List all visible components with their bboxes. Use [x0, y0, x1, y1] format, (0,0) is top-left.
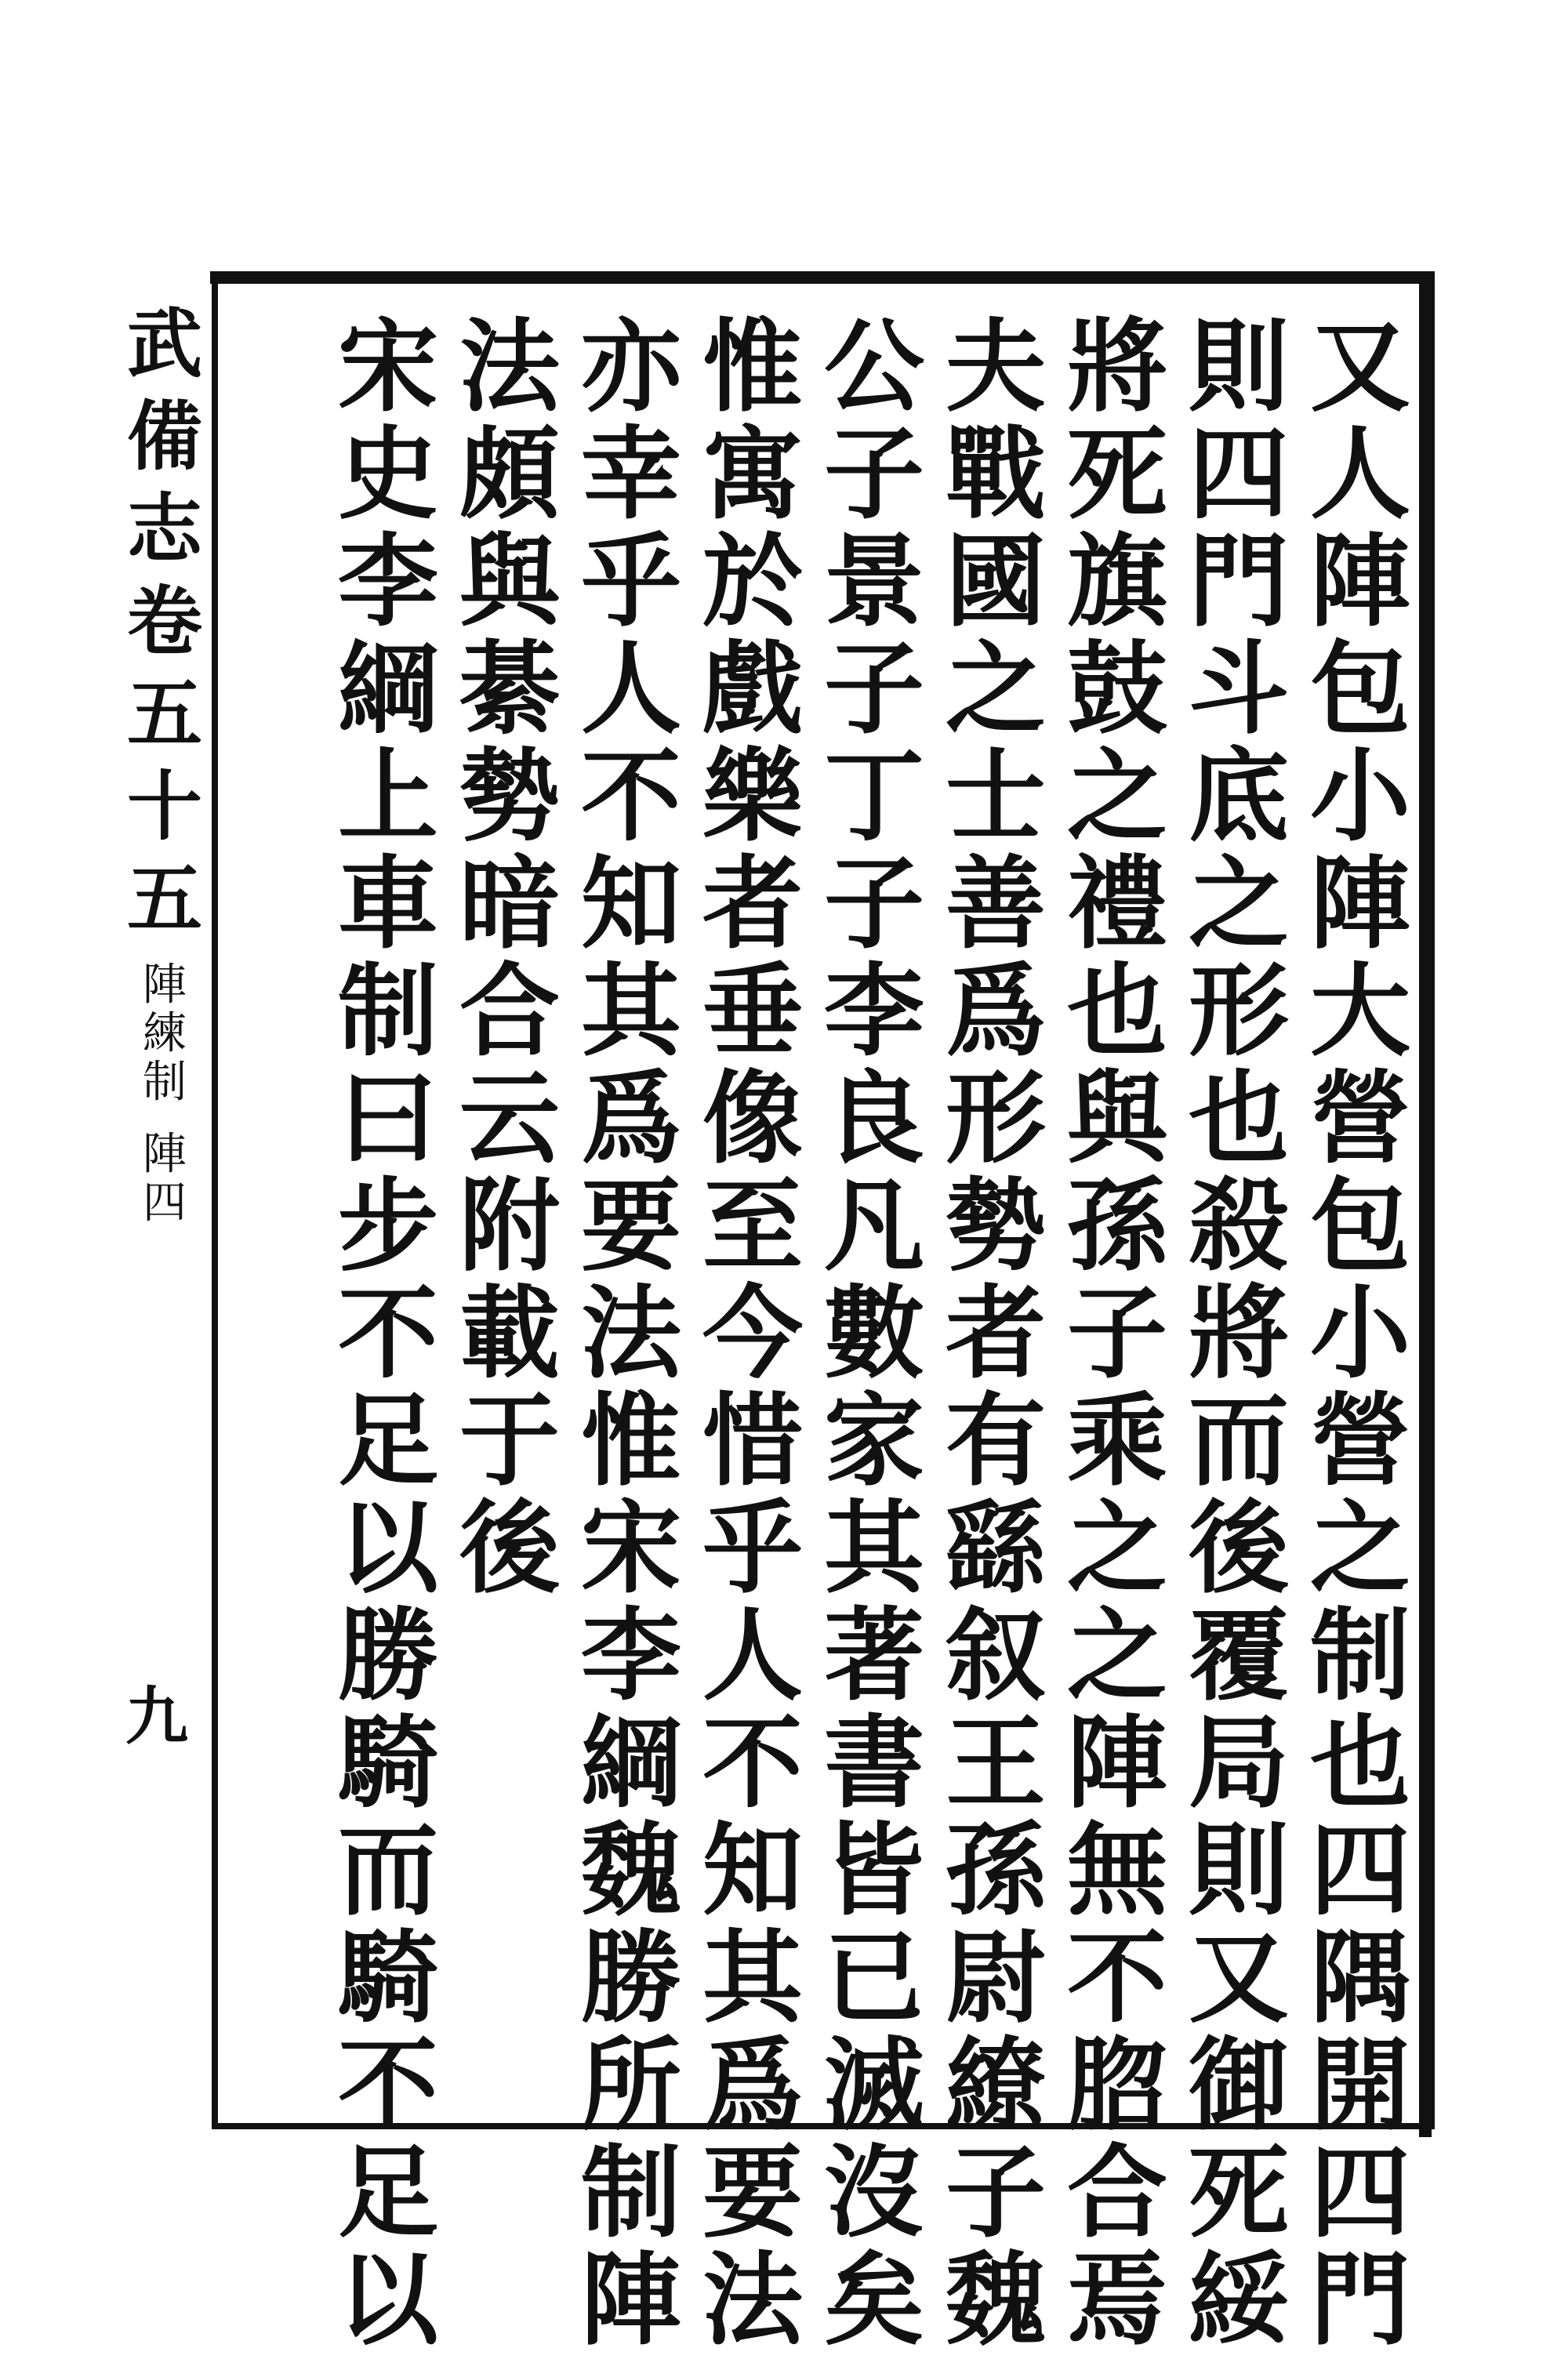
glyph: 子	[823, 416, 924, 533]
text-column-3	[1058, 308, 1176, 2359]
glyph: 陣	[143, 1129, 187, 1180]
glyph: 滅	[823, 2027, 924, 2144]
glyph: 之	[1066, 1490, 1167, 1607]
glyph: 合	[1066, 2134, 1167, 2252]
glyph: 五	[127, 670, 202, 758]
glyph: 將	[1188, 1275, 1289, 1392]
glyph: 勢	[459, 738, 560, 855]
book-title	[127, 298, 202, 945]
text-column-4	[937, 308, 1054, 2359]
glyph: 志	[127, 485, 202, 573]
glyph: 陣	[1309, 845, 1410, 963]
glyph: 沒	[823, 2134, 924, 2252]
glyph: 乎	[580, 523, 681, 641]
glyph: 則	[1188, 1812, 1289, 1929]
glyph: 李	[580, 1597, 681, 1715]
glyph: 以	[337, 2241, 438, 2359]
glyph: 乎	[702, 1490, 803, 1607]
subsection-title	[143, 1131, 187, 1228]
glyph: 門	[1309, 2241, 1410, 2359]
glyph: 爲	[945, 953, 1046, 1070]
glyph: 繚	[945, 2027, 1046, 2144]
glyph: 李	[337, 523, 438, 641]
glyph: 今	[702, 1275, 803, 1392]
glyph: 殺	[1188, 1167, 1289, 1285]
glyph: 宋	[580, 1490, 681, 1607]
glyph: 子	[823, 845, 924, 963]
glyph: 人	[1309, 416, 1410, 533]
glyph: 子	[945, 2134, 1046, 2252]
glyph: 死	[1066, 416, 1167, 533]
glyph: 惟	[702, 308, 803, 426]
glyph: 善	[945, 845, 1046, 963]
glyph: 載	[459, 1275, 560, 1392]
glyph: 其	[702, 1919, 803, 2037]
glyph: 爲	[702, 2027, 803, 2144]
glyph: 于	[459, 1382, 560, 1500]
margin-strip	[129, 298, 200, 1228]
glyph: 曰	[337, 1060, 438, 1178]
glyph: 惟	[580, 1382, 681, 1500]
glyph: 覆	[1188, 1597, 1289, 1715]
glyph: 死	[1188, 2134, 1289, 2252]
glyph: 騎	[337, 1919, 438, 2037]
glyph: 形	[1188, 953, 1289, 1070]
glyph: 上	[337, 738, 438, 855]
glyph: 矣	[823, 2241, 924, 2359]
glyph: 之	[945, 630, 1046, 748]
glyph: 包	[1309, 630, 1410, 748]
glyph: 國	[945, 523, 1046, 641]
text-column-6	[694, 308, 811, 2359]
glyph: 後	[459, 1490, 560, 1607]
glyph: 大	[1309, 953, 1410, 1070]
glyph: 之	[1188, 845, 1289, 963]
glyph: 勢	[945, 1167, 1046, 1285]
glyph: 陣	[1066, 1704, 1167, 1822]
glyph: 包	[1309, 1167, 1410, 1285]
text-column-1	[1301, 308, 1419, 2359]
glyph: 鼓	[1066, 630, 1167, 748]
glyph: 將	[1066, 308, 1167, 426]
glyph: 樂	[702, 738, 803, 855]
glyph: 附	[459, 1167, 560, 1285]
glyph: 營	[1309, 1382, 1410, 1500]
glyph: 五	[127, 855, 202, 943]
glyph: 戰	[945, 416, 1046, 533]
glyph: 所	[580, 2027, 681, 2144]
glyph: 門	[1188, 523, 1289, 641]
glyph: 步	[337, 1167, 438, 1285]
text-column-9	[329, 308, 447, 2359]
glyph: 法	[580, 1275, 681, 1392]
glyph: 之	[1309, 1490, 1410, 1607]
glyph: 也	[1309, 1704, 1410, 1822]
glyph: 其	[580, 953, 681, 1070]
glyph: 魏	[945, 2241, 1046, 2359]
glyph: 與	[459, 523, 560, 641]
glyph: 無	[1066, 1812, 1167, 1929]
glyph: 以	[337, 1490, 438, 1607]
glyph: 惜	[702, 1382, 803, 1500]
glyph: 於	[702, 523, 803, 641]
glyph: 已	[823, 1919, 924, 2037]
glyph: 不	[702, 1704, 803, 1822]
glyph: 知	[702, 1812, 803, 1929]
glyph: 不	[1066, 1919, 1167, 2037]
glyph: 制	[143, 1057, 187, 1108]
glyph: 不	[580, 738, 681, 855]
glyph: 四	[1309, 1812, 1410, 1929]
glyph: 之	[1066, 1597, 1167, 1715]
glyph: 暗	[459, 845, 560, 963]
glyph: 書	[823, 1704, 924, 1822]
glyph: 頗	[459, 416, 560, 533]
glyph: 騎	[337, 1704, 438, 1822]
glyph: 史	[337, 416, 438, 533]
glyph: 十	[127, 762, 202, 851]
glyph: 數	[823, 1275, 924, 1392]
glyph: 法	[702, 2241, 803, 2359]
glyph: 制	[580, 2134, 681, 2252]
glyph: 亦	[580, 308, 681, 426]
glyph: 其	[823, 1490, 924, 1607]
glyph: 幸	[580, 416, 681, 533]
glyph: 與	[1066, 1060, 1167, 1178]
glyph: 有	[945, 1382, 1046, 1500]
glyph: 爲	[580, 1060, 681, 1178]
glyph: 營	[1309, 1060, 1410, 1178]
glyph: 脗	[1066, 2027, 1167, 2144]
glyph: 要	[702, 2134, 803, 2252]
glyph: 又	[1188, 1919, 1289, 2037]
glyph: 之	[1066, 738, 1167, 855]
glyph: 合	[459, 953, 560, 1070]
glyph: 不	[337, 1275, 438, 1392]
glyph: 云	[459, 1060, 560, 1178]
glyph: 隅	[1309, 1919, 1410, 2037]
glyph: 宋	[337, 308, 438, 426]
glyph: 著	[823, 1597, 924, 1715]
glyph: 子	[823, 630, 924, 748]
glyph: 車	[337, 845, 438, 963]
glyph: 制	[337, 953, 438, 1070]
glyph: 足	[337, 2134, 438, 2252]
glyph: 要	[580, 1167, 681, 1285]
glyph: 而	[1188, 1382, 1289, 1500]
glyph: 小	[1309, 1275, 1410, 1392]
glyph: 禮	[1066, 845, 1167, 963]
glyph: 良	[823, 1060, 924, 1178]
glyph: 至	[702, 1167, 803, 1285]
glyph: 焉	[1066, 2241, 1167, 2359]
glyph: 旗	[1066, 523, 1167, 641]
glyph: 孫	[1066, 1167, 1167, 1285]
glyph: 則	[1188, 308, 1289, 426]
glyph: 四	[1188, 416, 1289, 533]
glyph: 也	[1188, 1060, 1289, 1178]
glyph: 夫	[945, 308, 1046, 426]
glyph: 不	[337, 2027, 438, 2144]
glyph: 也	[1066, 953, 1167, 1070]
glyph: 又	[1309, 308, 1410, 426]
glyph: 制	[1309, 1597, 1410, 1715]
text-column-2	[1180, 308, 1298, 2359]
glyph: 皆	[823, 1812, 924, 1929]
glyph: 垂	[702, 953, 803, 1070]
glyph: 綱	[580, 1704, 681, 1822]
glyph: 綦	[459, 630, 560, 748]
glyph: 寓	[702, 416, 803, 533]
glyph: 綱	[337, 630, 438, 748]
glyph: 小	[1309, 738, 1410, 855]
glyph: 尉	[945, 1919, 1046, 2037]
glyph: 子	[1066, 1275, 1167, 1392]
glyph: 者	[945, 1275, 1046, 1392]
glyph: 陣	[580, 2241, 681, 2359]
glyph: 斗	[1188, 630, 1289, 748]
glyph: 底	[1188, 738, 1289, 855]
glyph: 人	[580, 630, 681, 748]
glyph: 乘	[1066, 1382, 1167, 1500]
glyph: 御	[1188, 2027, 1289, 2144]
glyph: 繇	[945, 1490, 1046, 1607]
glyph: 士	[945, 738, 1046, 855]
glyph: 開	[1309, 2027, 1410, 2144]
text-column-7	[572, 308, 690, 2359]
glyph: 人	[702, 1597, 803, 1715]
glyph: 武	[127, 299, 202, 388]
glyph: 形	[945, 1060, 1046, 1178]
glyph: 後	[1188, 1490, 1289, 1607]
glyph: 四	[1309, 2134, 1410, 2252]
text-column-8	[451, 308, 568, 1607]
glyph: 知	[580, 845, 681, 963]
glyph: 綏	[1188, 2241, 1289, 2359]
glyph: 而	[337, 1812, 438, 1929]
page-number: 九	[125, 1679, 188, 1753]
glyph: 練	[143, 1008, 187, 1059]
glyph: 陣	[143, 960, 187, 1011]
glyph: 家	[823, 1382, 924, 1500]
glyph: 戲	[702, 630, 803, 748]
glyph: 孫	[945, 1812, 1046, 1929]
text-column-5	[815, 308, 933, 2359]
glyph: 公	[823, 308, 924, 426]
glyph: 陣	[1309, 523, 1410, 641]
glyph: 備	[127, 392, 202, 481]
glyph: 丁	[823, 738, 924, 855]
glyph: 法	[459, 308, 560, 426]
glyph: 勝	[580, 1919, 681, 2037]
glyph: 景	[823, 523, 924, 641]
glyph: 李	[823, 953, 924, 1070]
glyph: 局	[1188, 1704, 1289, 1822]
glyph: 者	[702, 845, 803, 963]
glyph: 像	[702, 1060, 803, 1178]
glyph: 叙	[945, 1597, 1046, 1715]
glyph: 王	[945, 1704, 1046, 1822]
glyph: 卷	[127, 577, 202, 666]
glyph: 四	[143, 1178, 187, 1228]
glyph: 勝	[337, 1597, 438, 1715]
glyph: 足	[337, 1382, 438, 1500]
section-title	[143, 961, 187, 1107]
glyph: 魏	[580, 1812, 681, 1929]
glyph: 凡	[823, 1167, 924, 1285]
